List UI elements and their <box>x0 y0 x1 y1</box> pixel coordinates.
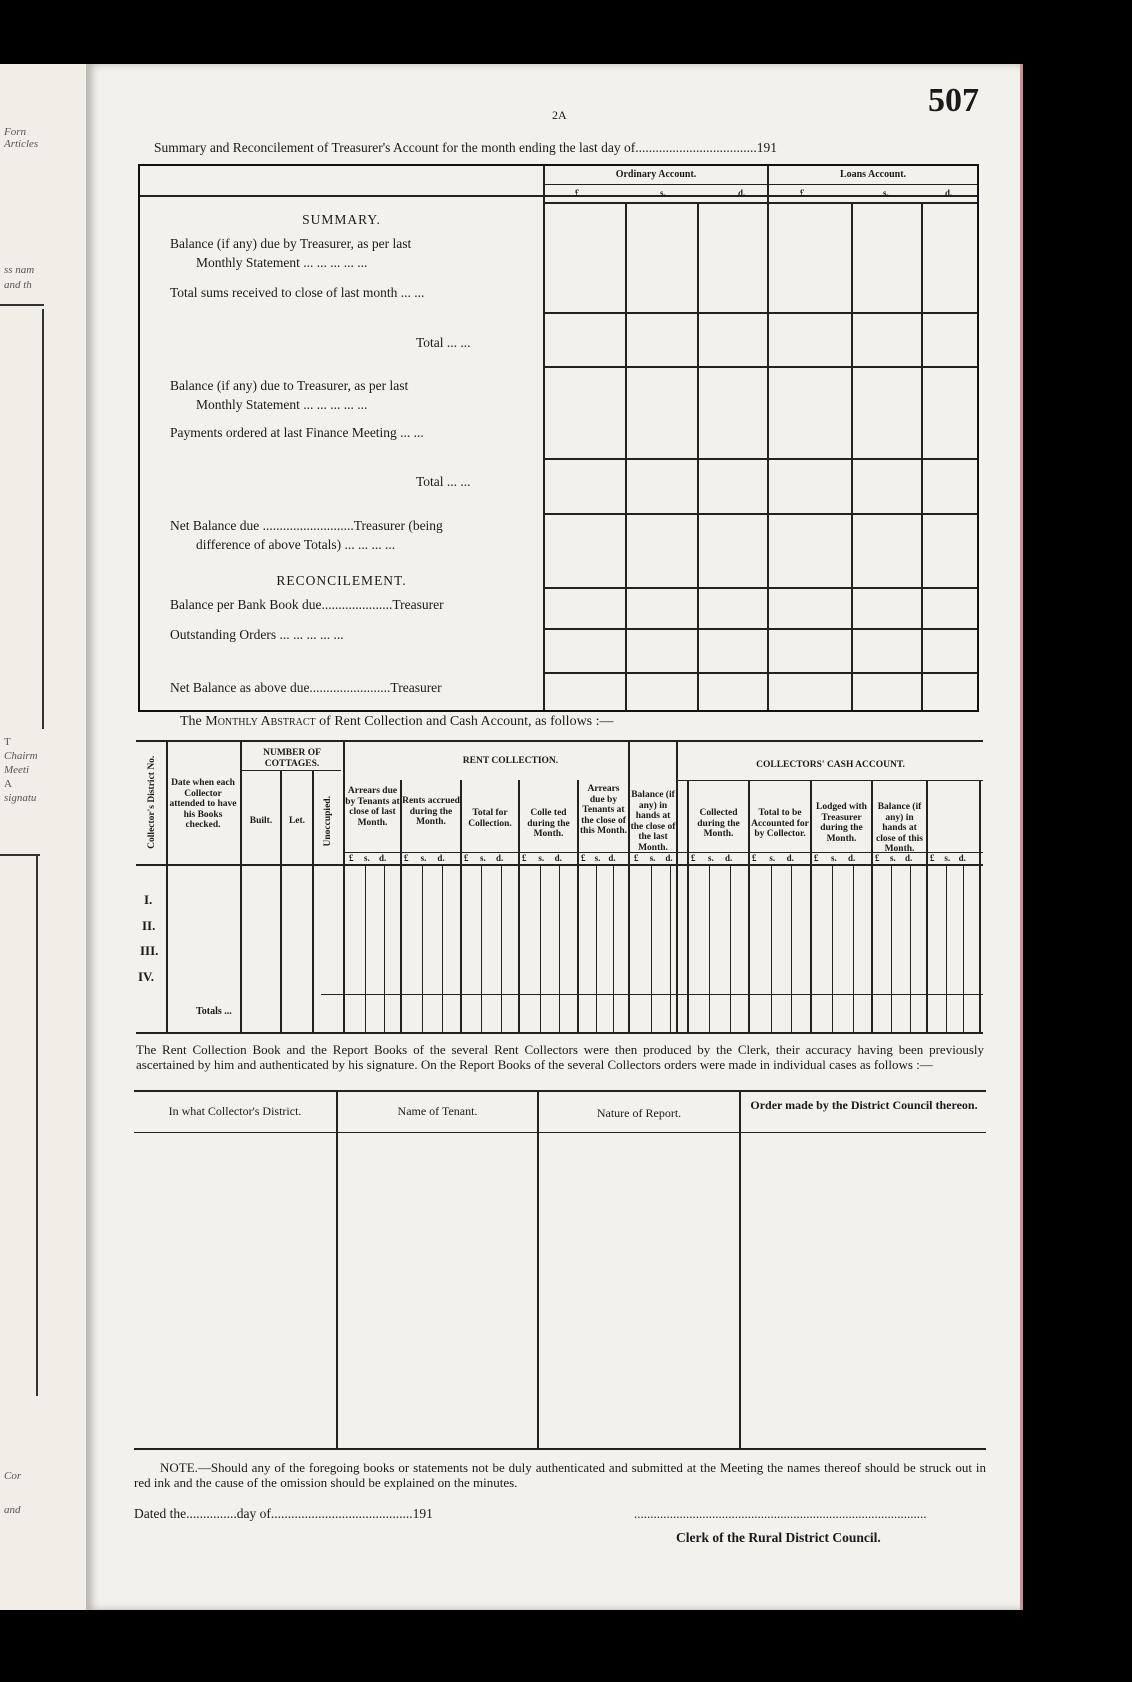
row-rule <box>545 628 977 630</box>
payments-ordered-label: Payments ordered at last Finance Meeting ... ... <box>170 425 424 440</box>
lsd-unit-label: £ <box>349 853 354 863</box>
day-of-label: day of <box>236 1506 271 1521</box>
column-rule <box>336 1090 338 1450</box>
dated-the-label: Dated the <box>134 1506 187 1521</box>
lsd-unit-label: £ <box>404 853 409 863</box>
column-rule <box>537 1090 539 1450</box>
row-rule <box>545 458 977 460</box>
lsd-unit-label: £ <box>522 853 527 863</box>
sub-column-rule <box>910 866 911 1032</box>
net-balance-line2: difference of above Totals) ... ... ... ... <box>196 537 396 552</box>
unit-label: d. <box>945 188 953 198</box>
margin-fragment: Meeti <box>4 764 30 776</box>
signature-mark: 2A <box>552 108 567 122</box>
clerk-caption: Clerk of the Rural District Council. <box>676 1530 881 1545</box>
balance-due-by-line2: Monthly Statement ... ... ... ... ... <box>196 255 368 270</box>
lsd-unit-label: s. <box>364 853 370 863</box>
name-of-tenant-header: Name of Tenant. <box>397 1104 478 1118</box>
balance-start-header: Balance (if any) in hands at the close of the last Month. <box>630 790 676 853</box>
collectors-district-header: In what Collector's District. <box>168 1104 302 1118</box>
column-rule <box>739 1090 741 1450</box>
sub-column-rule <box>771 866 772 1032</box>
collectors-cash-header: COLLECTORS' CASH ACCOUNT. <box>756 760 905 770</box>
column-rule <box>312 770 314 1034</box>
lsd-unit-label: d. <box>496 853 504 863</box>
sub-column-rule <box>853 866 854 1032</box>
sub-column-rule <box>651 866 652 1032</box>
margin-fragment: Chairm <box>4 750 38 762</box>
row-rule <box>545 366 977 368</box>
sub-column-rule <box>365 866 366 1032</box>
header-rule <box>140 195 977 197</box>
column-rule <box>926 780 928 1034</box>
top-rule <box>136 740 983 742</box>
district-row-label: II. <box>142 918 156 933</box>
sub-column-rule <box>384 866 385 1032</box>
column-rule <box>921 204 923 710</box>
page-number: 507 <box>928 82 979 119</box>
margin-fragment: A <box>4 778 12 790</box>
margin-fragment: Cor <box>4 1470 22 1482</box>
total-accounted-header: Total to be Accounted for by Collector. <box>751 808 809 839</box>
report-table <box>134 1090 986 1452</box>
district-no-header: Collector's District No. <box>146 755 157 849</box>
lsd-unit-label: £ <box>691 853 696 863</box>
margin-rule <box>36 856 38 1396</box>
nature-of-report-header: Nature of Report. <box>596 1106 682 1120</box>
arrears-start-header: Arrears due by Tenants at close of last Month. <box>345 786 400 828</box>
lsd-unit-label: £ <box>930 853 935 863</box>
lsd-unit-label: d. <box>725 853 733 863</box>
unit-label: d. <box>738 188 746 198</box>
lsd-unit-label: d. <box>608 853 616 863</box>
form-title-year: 191 <box>756 140 777 155</box>
lsd-unit-label: £ <box>814 853 819 863</box>
subhead-rule <box>545 184 977 185</box>
abstract-title-smallcaps: Monthly Abstract <box>205 714 316 729</box>
sub-column-rule <box>481 866 482 1032</box>
margin-rule <box>42 309 44 729</box>
lsd-unit-label: s. <box>708 853 714 863</box>
ordinary-account-header: Ordinary Account. <box>615 169 697 180</box>
abstract-title-pre: The <box>180 714 202 729</box>
summary-heading: SUMMARY. <box>302 212 381 227</box>
sub-column-rule <box>596 866 597 1032</box>
lodged-header: Lodged with Treasurer during the Month. <box>816 802 867 844</box>
margin-fragment: Articles <box>4 138 39 150</box>
column-rule <box>343 740 345 1034</box>
lsd-unit-label: s. <box>769 853 776 863</box>
column-rule <box>628 740 630 1034</box>
total-received-label: Total sums received to close of last month ... ... <box>170 285 425 300</box>
row-rule <box>545 312 977 314</box>
unit-label: £ <box>575 188 580 198</box>
net-balance-line1: Net Balance due ...........................Treasurer (being <box>170 518 443 533</box>
note-paragraph: NOTE.—Should any of the foregoing books or statements not be duly authenticated and submitted at the Meeting the names thereof should be struck out in red ink and the cause of the omission should be explained on the minutes. <box>134 1460 986 1490</box>
totals-rule <box>321 994 983 995</box>
column-rule <box>851 204 853 710</box>
collected-month-header: Collected during the Month. <box>697 808 740 839</box>
bank-book-label: Balance per Bank Book due.....................Treasurer <box>170 597 444 612</box>
margin-fragment: and <box>4 1504 21 1516</box>
column-rule <box>280 770 282 1034</box>
abstract-title-post: of Rent Collection and Cash Account, as follows :— <box>319 714 614 729</box>
rents-accrued-header: Rents accrued during the Month. <box>402 796 460 827</box>
dated-month-blank: .......................................... <box>270 1506 413 1521</box>
total-for-collection-header: Total for Collection. <box>468 808 512 829</box>
balance-due-by-line1: Balance (if any) due by Treasurer, as per last <box>170 236 412 251</box>
signature-blank: .......................................................................................... <box>634 1506 927 1521</box>
lsd-unit-label: s. <box>649 853 656 863</box>
sub-column-rule <box>730 866 731 1032</box>
lsd-unit-label: s. <box>480 853 486 863</box>
margin-rule <box>0 854 40 856</box>
outstanding-orders-label: Outstanding Orders ... ... ... ... ... <box>170 627 344 642</box>
sub-column-rule <box>670 866 671 1032</box>
lsd-unit-label: d. <box>905 853 913 863</box>
unit-label: £ <box>800 188 805 198</box>
form-title-dots: .................................... <box>635 140 757 155</box>
column-rule <box>625 204 627 710</box>
lsd-unit-label: s. <box>944 853 951 863</box>
subhead-rule <box>677 780 983 781</box>
lsd-unit-label: s. <box>594 853 601 863</box>
column-rule <box>676 740 678 1034</box>
lsd-unit-label: £ <box>752 853 757 863</box>
margin-fragment: Forn <box>4 126 26 138</box>
lsd-unit-label: s. <box>831 853 837 863</box>
lsd-unit-label: £ <box>634 853 639 863</box>
sub-column-rule <box>559 866 560 1032</box>
bottom-rule <box>136 1032 983 1034</box>
lsd-unit-label: d. <box>848 853 856 863</box>
lsd-unit-label: d. <box>958 853 966 863</box>
sub-column-rule <box>501 866 502 1032</box>
abstract-title <box>180 714 614 730</box>
unit-label: s. <box>660 188 666 198</box>
lsd-unit-label: s. <box>420 853 427 863</box>
unit-rule <box>545 202 977 204</box>
subhead-rule <box>240 770 341 771</box>
left-page-fragment <box>0 64 86 1610</box>
dated-year: 191 <box>412 1506 433 1521</box>
bottom-rule <box>134 1448 986 1450</box>
balance-end-header: Balance (if any) in hands at close of this Month. <box>876 802 923 854</box>
let-header: Let. <box>288 816 306 826</box>
totals-label: Totals ... <box>196 1006 232 1017</box>
rent-abstract-table <box>136 740 983 1036</box>
margin-fragment: ss nam <box>4 264 35 276</box>
arrears-end-header: Arrears due by Tenants at the close of this Month. <box>580 784 627 836</box>
order-made-header: Order made by the District Council thereon. <box>750 1098 978 1112</box>
lsd-unit-label: d. <box>437 853 445 863</box>
sub-column-rule <box>709 866 710 1032</box>
net-balance-above-label: Net Balance as above due........................Treasurer <box>170 680 442 695</box>
sub-column-rule <box>832 866 833 1032</box>
date-checked-header: Date when each Collector attended to have his Books checked. <box>169 778 237 830</box>
district-row-label: IV. <box>138 969 155 984</box>
dated-day-blank: ............... <box>186 1506 237 1521</box>
sub-column-rule <box>963 866 964 1032</box>
collected-during-header: Colle ted during the Month. <box>527 808 570 839</box>
lsd-unit-label: d. <box>786 853 794 863</box>
lsd-unit-label: d. <box>665 853 673 863</box>
column-rule <box>979 780 981 1034</box>
sub-column-rule <box>613 866 614 1032</box>
number-of-cottages-header: NUMBER OF COTTAGES. <box>263 748 321 769</box>
total-label: Total ... ... <box>416 335 471 350</box>
loans-account-header: Loans Account. <box>839 169 907 180</box>
sub-column-rule <box>442 866 443 1032</box>
lsd-unit-label: d. <box>379 853 387 863</box>
margin-rule <box>0 304 44 306</box>
lsd-unit-label: s. <box>538 853 545 863</box>
form-title-text: Summary and Reconcilement of Treasurer's Account for the month ending the last day of <box>154 140 636 155</box>
ledger-page <box>86 64 1020 1610</box>
column-rule <box>697 204 699 710</box>
row-rule <box>545 513 977 515</box>
reconcilement-heading: RECONCILEMENT. <box>276 573 407 588</box>
sub-column-rule <box>891 866 892 1032</box>
row-rule <box>545 587 977 589</box>
balance-due-to-line1: Balance (if any) due to Treasurer, as per last <box>170 378 409 393</box>
top-rule <box>134 1090 986 1092</box>
rent-book-paragraph: The Rent Collection Book and the Report Books of the several Rent Collectors were then produced by the Clerk, their accuracy having been previously ascertained by him and authenticated by his signature. On the Report Books of the several Collectors orders were made in individual cases as follows :— <box>136 1042 984 1072</box>
lsd-unit-label: £ <box>464 853 469 863</box>
form-title <box>154 140 777 156</box>
sub-column-rule <box>422 866 423 1032</box>
district-row-label: III. <box>140 943 159 958</box>
district-row-label: I. <box>144 892 153 907</box>
lsd-unit-label: d. <box>554 853 562 863</box>
row-rule <box>545 672 977 674</box>
margin-fragment: and th <box>4 279 32 291</box>
balance-due-to-line2: Monthly Statement ... ... ... ... ... <box>196 397 368 412</box>
header-rule <box>134 1132 986 1133</box>
lsd-unit-label: s. <box>890 853 896 863</box>
total-label: Total ... ... <box>416 474 471 489</box>
lsd-unit-label: £ <box>581 853 586 863</box>
sub-column-rule <box>791 866 792 1032</box>
column-rule <box>240 740 242 1034</box>
lsd-unit-label: £ <box>875 853 880 863</box>
rent-collection-header: RENT COLLECTION. <box>462 756 559 766</box>
unoccupied-header: Unoccupied. <box>322 796 333 847</box>
sub-column-rule <box>946 866 947 1032</box>
summary-table <box>138 164 979 712</box>
dated-line <box>134 1506 433 1522</box>
margin-fragment: signatu <box>4 792 37 804</box>
built-header: Built. <box>249 816 273 826</box>
margin-fragment: T <box>4 736 11 748</box>
sub-column-rule <box>540 866 541 1032</box>
unit-label: s. <box>883 188 889 198</box>
